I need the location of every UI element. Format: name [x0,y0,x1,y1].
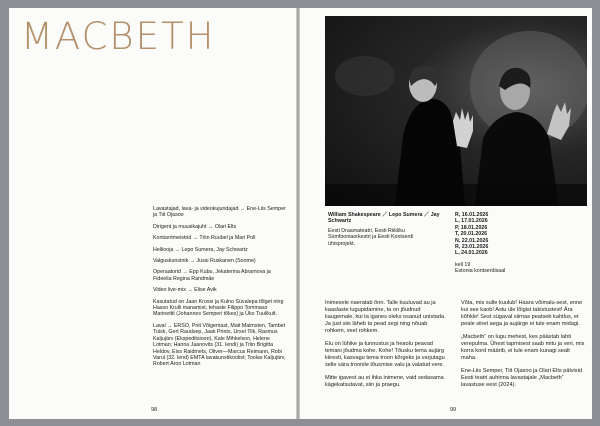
credit-operators: Operaatorid → Epp Kubu, Jekaterina Abramova ja Fideelia Regina Randmäe [153,269,271,282]
venue: Estonia kontserdisaal [455,268,506,275]
date-item: L, 17.01.2026 [455,218,488,225]
stage-photo-figures [325,16,587,206]
date-item: P, 18.01.2026 [455,224,488,231]
credit-concertmasters: Kontsertmeistrid → Triin Ruubel ja Mari Poll [153,235,256,242]
date-item: T, 20.01.2026 [455,231,488,238]
credit-cast: Laval → ERSO, Priit Võigemast, Mait Malmsten, Tambet Tuisk, Gert Raudsep, Jaak Prints, Ursel Tilk, Rasmus Kaljujärv (Ekspeditsioon), Kale Mihkelson, Helene Lotman; Hanna Jaanovits (31. lendi) ja Triin Brigitta Heldov, Eiss Raidmets, Oliver—Marcus Reimann, Robi Varul (32. lend) EMTA lavakunstikoolist; Toolas Kaljujärv, Robert Aron Lotman [153,322,286,368]
left-page [9,8,296,419]
paragraph: Ene-Liis Semper, Tiit Ojasoo ja Olari Elts pälvisid Eesti teatri auhinna lavastajale „Macbeth“ lavastuse eest (2024). [461,368,582,388]
paragraph: „Macbeth“ on lugu mehest, kes päästab lahti verepulma. Ühest tapmisest saab mitu ja veri, mis korra kord määrib, ei tule enam kunagi sealt maha. [461,334,585,361]
right-page [300,8,592,419]
page-title: MACBETH [21,15,216,58]
date-item: L, 24.01.2026 [455,250,488,257]
date-item: R, 16.01.2026 [455,212,489,218]
credit-translation: Kasutatud on Jaan Krossi ja Kulno Süvalepa tõlget ning Hasso Krulli manamist, tehaste Filippo Tommaso Marinettit (Johannes Semperi tõkes) ja Üko Tuulikult. [153,298,284,318]
performance-time: kell 19 [455,261,471,268]
production-info [328,212,440,250]
paragraph: Võta, mis sulle kuulub! Haara võimalu-sest, enne kui see kaob! Astu üle lõigist takistustest! Ära kõhkle! Sest sügaval siirnas peatseb kahtlus, et peale siiret aega ja aujärge ei tule enam midagi. [461,300,583,327]
credit-video-mix: Video live-mix → Elise Avik [153,287,217,294]
stage-photo [325,16,587,206]
credits-list [153,206,289,373]
authors: William Shakespeare ／ Lepo Sumera ／ Jay Schwartz [328,212,440,225]
body-column-left [325,300,449,395]
producers: Eesti Draamateatri, Eesti Riikliku Sümfooniaorkestri ja Eesti Kontserdi ühisprojekt. [328,227,414,247]
page-number-left: 98 [151,407,158,413]
page-number-right: 99 [450,407,457,413]
paragraph: Mitte igavest au ei ihka inimene, vaid sedasama kägekatsutavat, siin ja praegu. [325,375,444,388]
credit-directors: Lavastajad, lava- ja videokujundajad → Ene-Liis Semper ja Tiit Ojasoo [153,206,286,219]
paragraph: Inimesele naeratab õnn. Talle kuuluvad au ja kaaslaste lugupidamine, ta on jõudnud kaugemale, kui ta iganes oleks osanud unistada. Ja just siis läheb ta pead segi ning nõuab rohkem, veel rohkem. [325,300,446,334]
credit-conductor: Dirigent ja muusikajuht → Olari Elts [153,223,237,230]
performance-schedule [455,212,555,275]
credit-lighting: Valguskunstnik → Jussi Ruskanen (Soome) [153,258,256,265]
paragraph: Elu on lühike ja tunnustus ja heaolu peavad temani jõudma kohe. Kohe! Tõusku tema aujärg kiiresti, kasvagu tema troon kõrgeks ja varjutagu selle sära troonile tõusmise valu ja valatud vere. [325,341,445,368]
credit-composer: Helilooja → Lepo Sumera, Jay Schwartz [153,246,248,253]
date-item: N, 22.01.2026 [455,237,489,244]
body-column-right [461,300,585,395]
date-item: R, 23.01.2026 [455,244,489,251]
